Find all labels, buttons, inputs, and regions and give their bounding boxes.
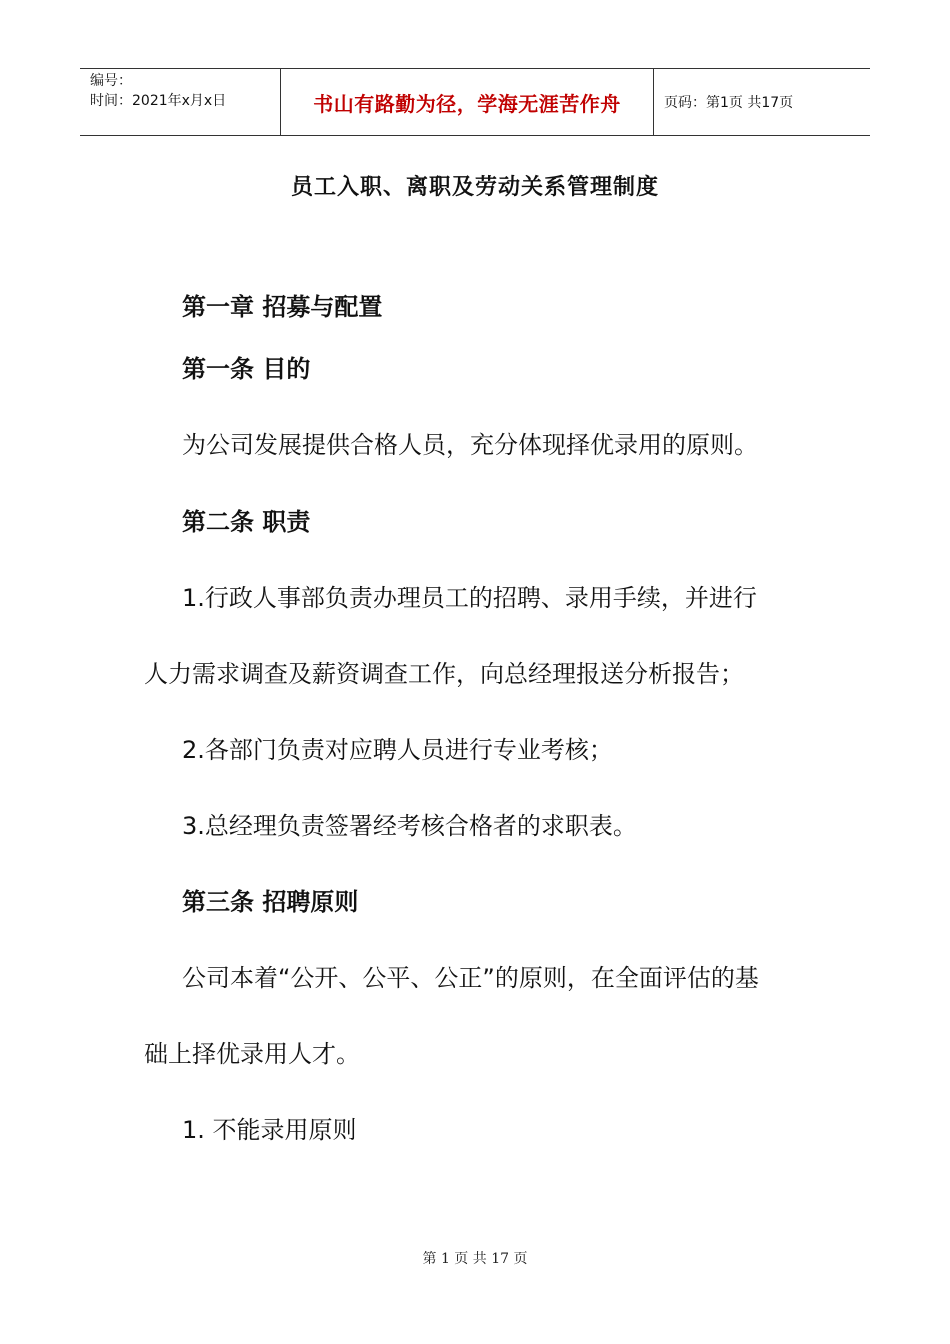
header-motto: 书山有路勤为径，学海无涯苦作舟 [281,69,654,135]
article-3-text-line-2: 础上择优录用人才。 [144,1040,360,1068]
article-3-item-1: 1. 不能录用原则 [182,1116,357,1144]
page-footer: 第 1 页 共 17 页 [422,1251,528,1267]
header-page-info: 页码：第1页 共17页 [664,95,794,111]
article-3-heading: 第三条 招聘原则 [182,888,359,916]
article-2-item-2: 2.各部门负责对应聘人员进行专业考核； [182,736,613,764]
article-3-text-line-1: 公司本着“公开、公平、公正”的原则，在全面评估的基 [182,964,759,992]
article-1-heading: 第一条 目的 [182,355,311,383]
article-2-item-1-line-1: 1.行政人事部负责办理员工的招聘、录用手续，并进行 [182,584,757,612]
document-number: 编号： [90,73,132,89]
header-meta [80,69,281,135]
article-2-heading: 第二条 职责 [182,508,311,536]
article-1-text: 为公司发展提供合格人员，充分体现择优录用的原则。 [182,431,758,459]
article-2-item-1-line-2: 人力需求调查及薪资调查工作，向总经理报送分析报告； [144,660,744,688]
chapter-heading: 第一章 招募与配置 [182,293,383,321]
document-title: 员工入职、离职及劳动关系管理制度 [290,175,659,200]
document-date: 时间：2021年x月x日 [90,93,227,109]
page-header [80,68,870,136]
article-2-item-3: 3.总经理负责签署经考核合格者的求职表。 [182,812,637,840]
